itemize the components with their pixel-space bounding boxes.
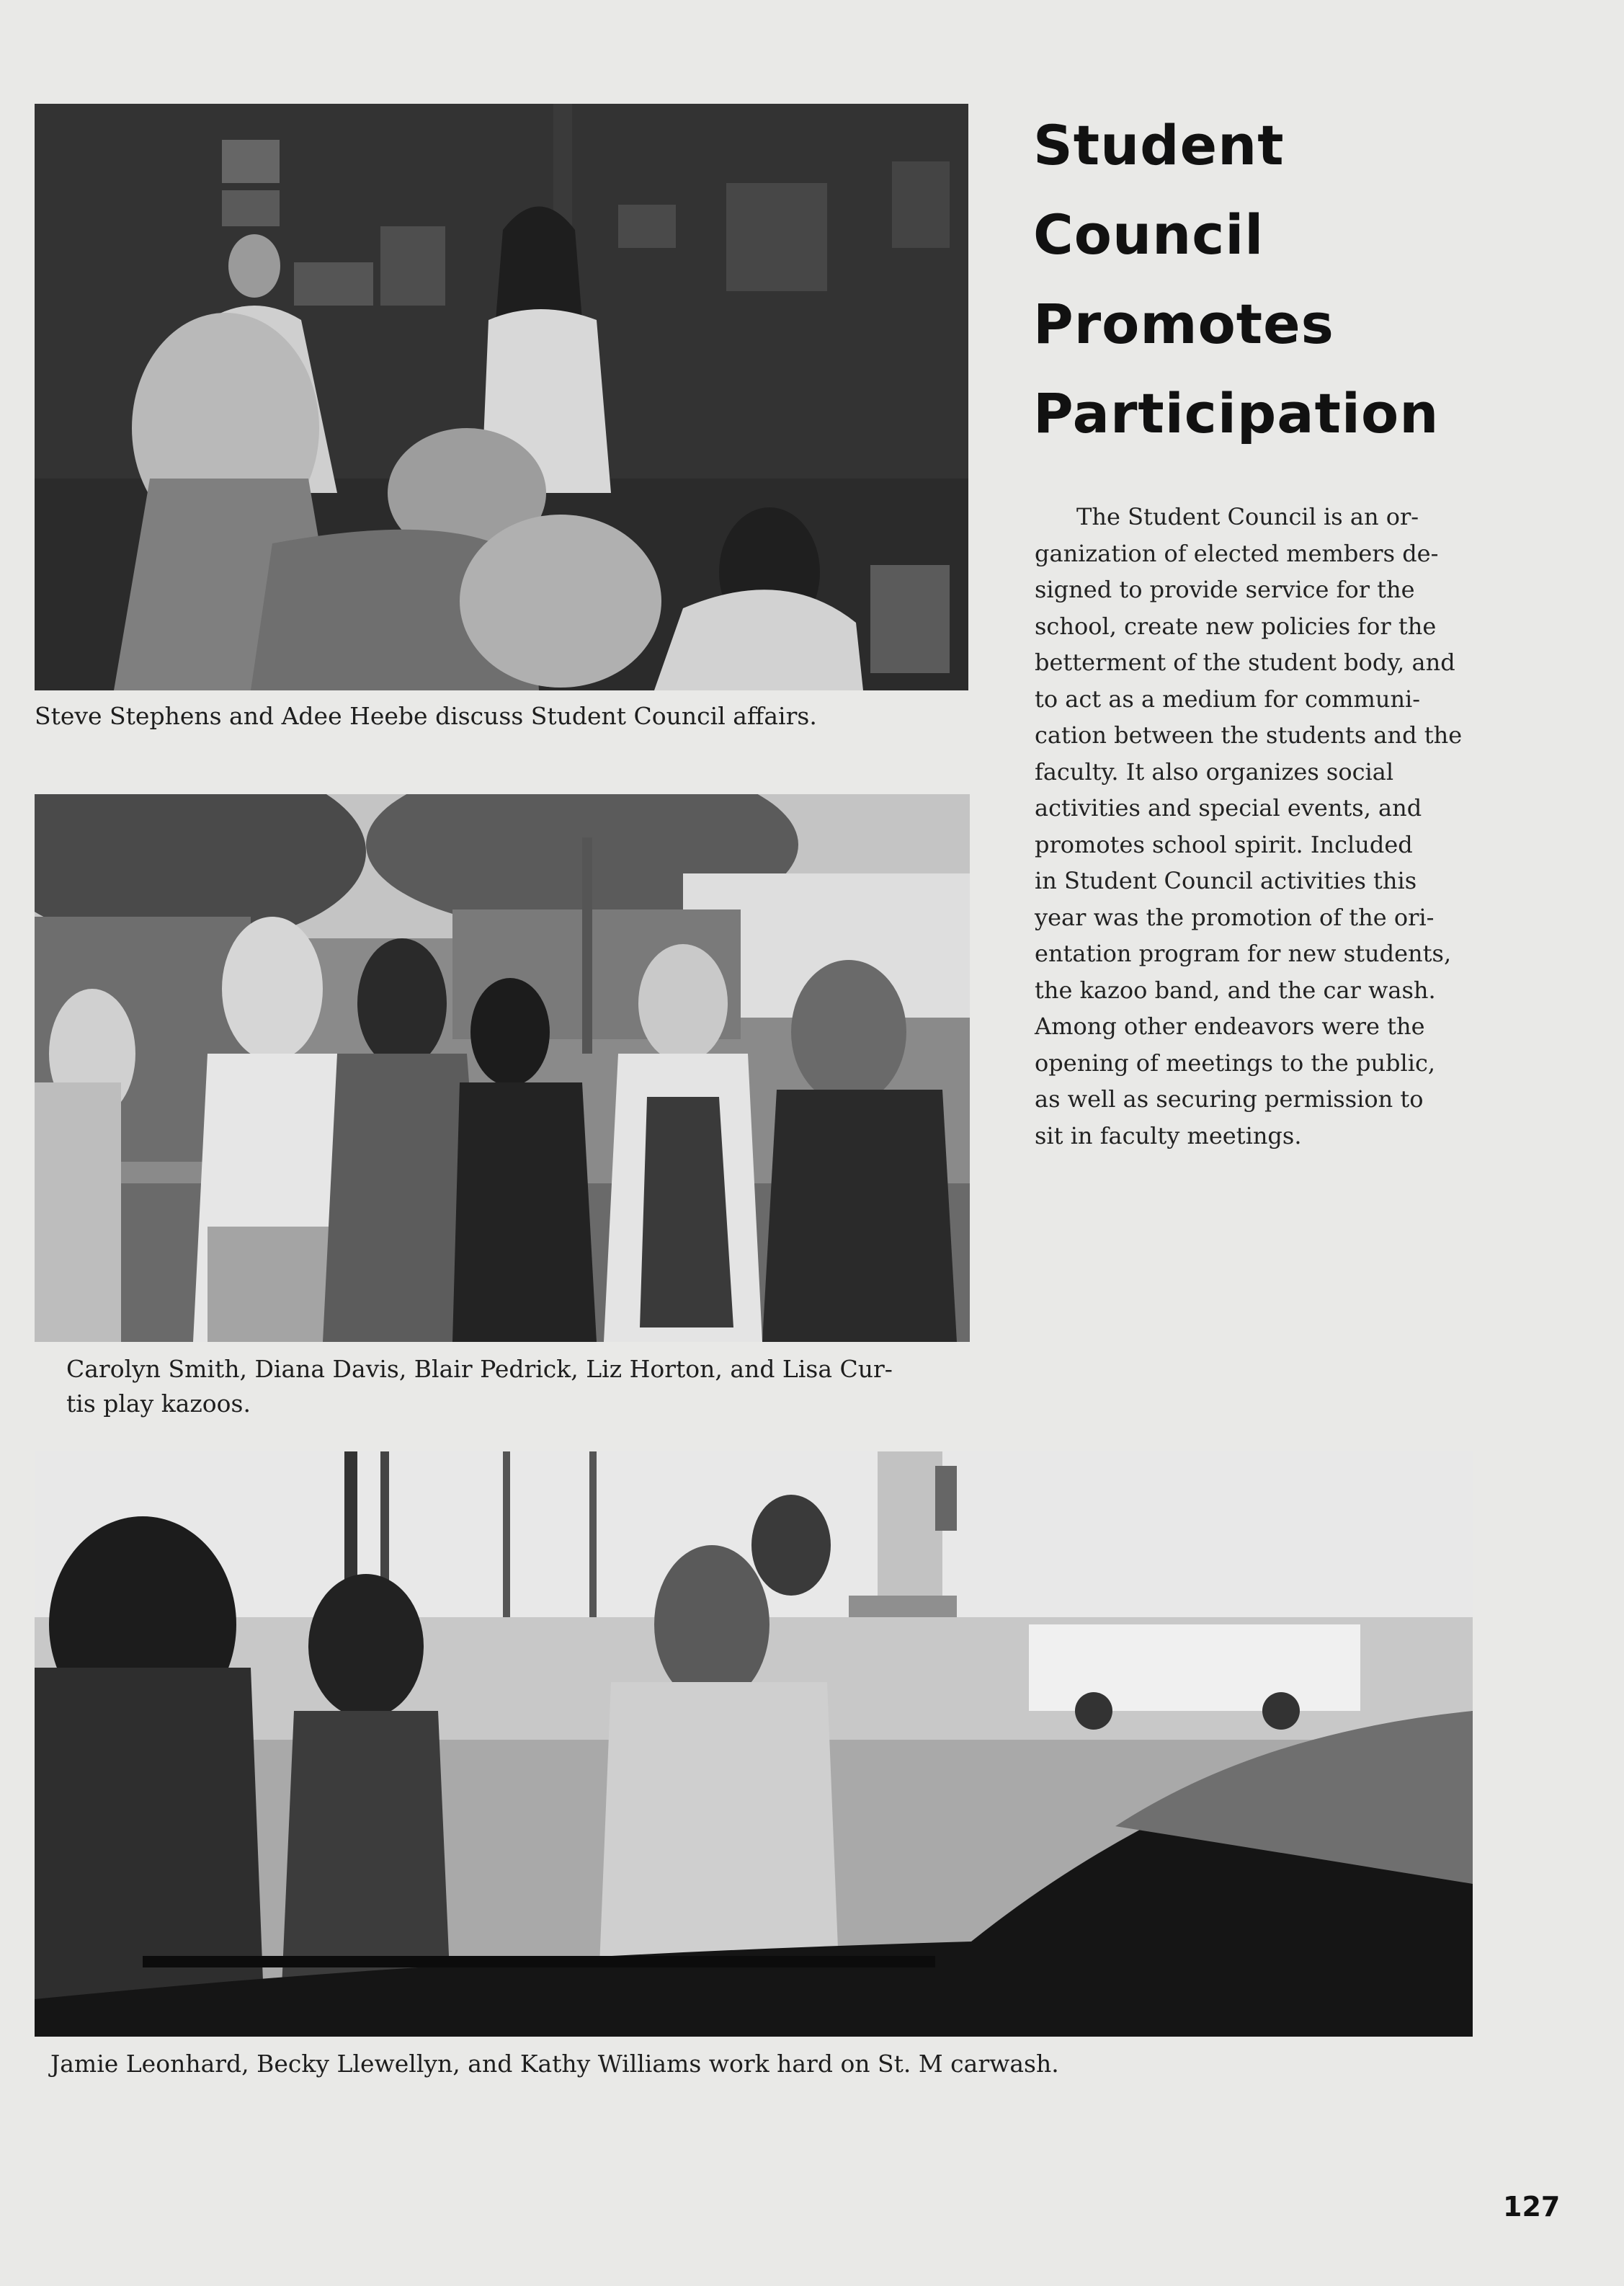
article-line: Among other endeavors were the	[1035, 1013, 1425, 1040]
article-line: cation between the students and the	[1035, 721, 1463, 749]
article-line: faculty. It also organizes social	[1035, 757, 1394, 786]
article-line: entation program for new students,	[1035, 940, 1452, 967]
photo-caption-kazoos	[66, 1352, 893, 1421]
article-body	[1035, 499, 1491, 1154]
article-line: as well as securing permission to	[1035, 1085, 1424, 1113]
article-line: year was the promotion of the ori-	[1035, 903, 1435, 931]
article-line: school, create new policies for the	[1035, 612, 1437, 640]
photo-kazoo-players	[35, 794, 970, 1342]
headline-line: Participation	[1033, 381, 1440, 445]
photo-caption-meeting	[35, 699, 817, 734]
caption-line: tis play kazoos.	[66, 1389, 251, 1418]
article-line: ganization of elected members de-	[1035, 539, 1439, 567]
article-line: activities and special events, and	[1035, 794, 1422, 822]
page-headline	[1033, 101, 1552, 458]
article-line: to act as a medium for communi-	[1035, 685, 1421, 713]
article-line: sit in faculty meetings.	[1035, 1121, 1302, 1149]
photo-car-wash	[35, 1451, 1473, 2037]
article-line: The Student Council is an or-	[1076, 503, 1419, 530]
caption-line: Jamie Leonhard, Becky Llewellyn, and Kathy Williams work hard on St. M carwash.	[50, 2050, 1059, 2078]
headline-line: Promotes	[1033, 292, 1334, 356]
page-number: 127	[1503, 2191, 1561, 2223]
article-line: signed to provide service for the	[1035, 576, 1415, 603]
caption-line: Carolyn Smith, Diana Davis, Blair Pedrick, Liz Horton, and Lisa Cur-	[66, 1355, 893, 1383]
article-line: promotes school spirit. Included	[1035, 830, 1413, 858]
article-line: the kazoo band, and the car wash.	[1035, 976, 1436, 1004]
article-line: opening of meetings to the public,	[1035, 1049, 1436, 1077]
photo-meeting-image	[35, 104, 968, 690]
headline-line: Council	[1033, 203, 1264, 267]
article-line: in Student Council activities this	[1035, 867, 1417, 894]
photo-carwash-image	[35, 1451, 1473, 2037]
article-line: betterment of the student body, and	[1035, 649, 1455, 676]
headline-line: Student	[1033, 113, 1285, 177]
photo-kazoo-image	[35, 794, 970, 1342]
photo-student-council-meeting	[35, 104, 968, 690]
caption-line: Steve Stephens and Adee Heebe discuss Student Council affairs.	[35, 702, 817, 730]
photo-caption-carwash	[50, 2047, 1059, 2081]
